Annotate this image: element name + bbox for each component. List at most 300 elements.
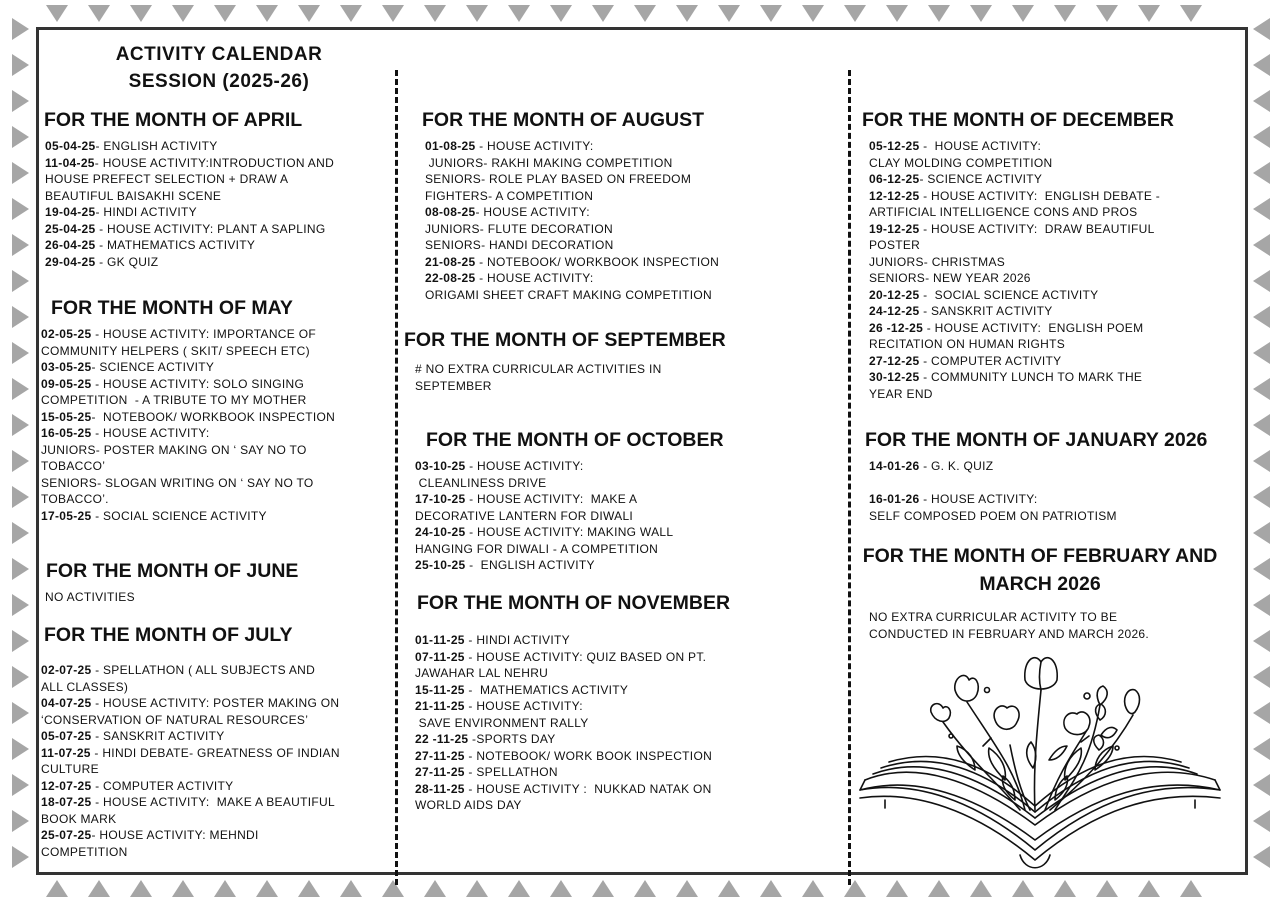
activity-line bbox=[869, 171, 1160, 188]
heading-february-march bbox=[859, 544, 1221, 596]
activity-text: BOOK MARK bbox=[41, 811, 117, 826]
activity-text: TOBACCO’. bbox=[41, 492, 109, 506]
activity-text: - SPELLATHON ( ALL SUBJECTS AND bbox=[91, 663, 316, 677]
list-april bbox=[45, 138, 334, 270]
border-triangle bbox=[88, 5, 110, 22]
heading-febmarch-line-2: MARCH 2026 bbox=[979, 573, 1101, 595]
activity-line bbox=[41, 695, 340, 712]
activity-line bbox=[425, 254, 719, 271]
activity-line bbox=[415, 715, 712, 732]
border-triangle bbox=[12, 18, 29, 40]
activity-line bbox=[869, 626, 1149, 643]
activity-date: 03-05-25 bbox=[41, 360, 92, 374]
border-triangle bbox=[1253, 234, 1270, 256]
border-triangle bbox=[1253, 54, 1270, 76]
border-triangle bbox=[46, 880, 68, 897]
activity-text: SENIORS- HANDI DECORATION bbox=[425, 238, 614, 252]
activity-date: 25-10-25 bbox=[415, 558, 466, 572]
activity-text: DECORATIVE LANTERN FOR DIWALI bbox=[415, 508, 634, 523]
activity-date: 01-11-25 bbox=[415, 633, 465, 647]
activity-line bbox=[41, 442, 335, 459]
heading-august: FOR THE MONTH OF AUGUST bbox=[422, 109, 705, 131]
column-divider-1 bbox=[395, 70, 398, 885]
activity-text: - HOUSE ACTIVITY: ENGLISH POEM bbox=[923, 320, 1144, 335]
border-triangle bbox=[12, 90, 29, 112]
activity-line bbox=[41, 794, 340, 811]
activity-line bbox=[415, 748, 712, 765]
border-triangle bbox=[886, 5, 908, 22]
activity-line bbox=[415, 508, 673, 525]
activity-line bbox=[415, 698, 712, 715]
activity-text: - HOUSE ACTIVITY: bbox=[475, 271, 594, 285]
border-triangle bbox=[1253, 666, 1270, 688]
activity-line bbox=[869, 188, 1160, 205]
border-triangle bbox=[1253, 486, 1270, 508]
activity-line bbox=[425, 237, 719, 254]
heading-july: FOR THE MONTH OF JULY bbox=[44, 624, 293, 646]
activity-line bbox=[41, 475, 335, 492]
activity-text: SELF COMPOSED POEM ON PATRIOTISM bbox=[869, 508, 1117, 523]
activity-line bbox=[41, 376, 335, 393]
activity-text: ALL CLASSES) bbox=[41, 679, 129, 694]
activity-text: SAVE ENVIRONMENT RALLY bbox=[415, 715, 589, 730]
activity-date: 03-10-25 bbox=[415, 459, 466, 473]
activity-text: CULTURE bbox=[41, 762, 99, 776]
activity-date: 26-04-25 bbox=[45, 238, 96, 252]
activity-line bbox=[869, 475, 1117, 492]
activity-date: 01-08-25 bbox=[425, 139, 476, 153]
activity-line bbox=[41, 679, 340, 696]
border-triangle bbox=[1253, 198, 1270, 220]
list-february-march bbox=[869, 609, 1149, 642]
activity-date: 05-12-25 bbox=[869, 139, 920, 153]
border-triangle bbox=[298, 5, 320, 22]
activity-line bbox=[415, 682, 712, 699]
border-triangle bbox=[1253, 774, 1270, 796]
activity-text: - HOUSE ACTIVITY: PLANT A SAPLING bbox=[95, 221, 326, 236]
activity-text: - HINDI ACTIVITY bbox=[464, 633, 570, 647]
list-december bbox=[869, 138, 1160, 402]
activity-line bbox=[45, 171, 334, 188]
border-triangle bbox=[1138, 5, 1160, 22]
activity-line bbox=[415, 491, 673, 508]
activity-date: 21-11-25 bbox=[415, 699, 465, 713]
border-triangle bbox=[1253, 378, 1270, 400]
border-triangle bbox=[214, 880, 236, 897]
activity-text: SENIORS- SLOGAN WRITING ON ‘ SAY NO TO bbox=[41, 475, 314, 490]
activity-line bbox=[41, 811, 340, 828]
activity-line bbox=[41, 745, 340, 762]
activity-text: - NOTEBOOK/ WORK BOOK INSPECTION bbox=[464, 748, 713, 763]
list-september bbox=[415, 361, 662, 394]
activity-date: 18-07-25 bbox=[41, 795, 92, 809]
activity-text: ‘CONSERVATION OF NATURAL RESOURCES’ bbox=[41, 712, 309, 727]
activity-line bbox=[869, 320, 1160, 337]
activity-line bbox=[45, 138, 334, 155]
border-triangle bbox=[12, 594, 29, 616]
activity-line bbox=[415, 649, 712, 666]
activity-line bbox=[869, 353, 1160, 370]
border-triangle bbox=[592, 5, 614, 22]
activity-line bbox=[41, 359, 335, 376]
list-january bbox=[869, 458, 1117, 524]
list-november bbox=[415, 632, 712, 814]
border-triangle bbox=[1253, 306, 1270, 328]
border-triangle bbox=[172, 880, 194, 897]
border-triangle bbox=[1253, 90, 1270, 112]
activity-date: 16-05-25 bbox=[41, 426, 92, 440]
border-triangle bbox=[1138, 880, 1160, 897]
activity-date: 30-12-25 bbox=[869, 370, 920, 384]
activity-date: 05-07-25 bbox=[41, 729, 92, 743]
border-triangle bbox=[12, 234, 29, 256]
activity-text: JUNIORS- FLUTE DECORATION bbox=[425, 221, 613, 236]
activity-text: - HOUSE ACTIVITY: SOLO SINGING bbox=[91, 376, 305, 391]
activity-text: COMPETITION bbox=[41, 844, 128, 859]
activity-date: 24-10-25 bbox=[415, 525, 466, 539]
activity-line bbox=[869, 336, 1160, 353]
activity-text: TOBACCO’ bbox=[41, 459, 106, 473]
border-triangle bbox=[12, 522, 29, 544]
activity-text: - G. K. QUIZ bbox=[919, 459, 994, 473]
border-triangle bbox=[12, 342, 29, 364]
border-triangle bbox=[12, 54, 29, 76]
activity-line bbox=[415, 378, 662, 395]
activity-line bbox=[41, 844, 340, 861]
activity-text: CLAY MOLDING COMPETITION bbox=[869, 155, 1053, 170]
activity-text: HOUSE PREFECT SELECTION + DRAW A bbox=[45, 172, 289, 186]
activity-line bbox=[45, 188, 334, 205]
activity-date: 02-05-25 bbox=[41, 327, 92, 341]
activity-line bbox=[869, 254, 1160, 271]
activity-text: - ENGLISH ACTIVITY bbox=[465, 558, 595, 572]
activity-text: NO EXTRA CURRICULAR ACTIVITY TO BE bbox=[869, 610, 1118, 624]
border-triangle bbox=[550, 5, 572, 22]
border-triangle bbox=[12, 414, 29, 436]
activity-line bbox=[45, 221, 334, 238]
activity-text: HANGING FOR DIWALI - A COMPETITION bbox=[415, 541, 659, 556]
activity-text: ARTIFICIAL INTELLIGENCE CONS AND PROS bbox=[869, 205, 1138, 219]
activity-line bbox=[425, 188, 719, 205]
border-triangle bbox=[1253, 810, 1270, 832]
activity-text: - HOUSE ACTIVITY: ENGLISH DEBATE - bbox=[919, 188, 1161, 203]
activity-line bbox=[45, 589, 135, 606]
activity-text: - HOUSE ACTIVITY: bbox=[465, 459, 584, 473]
activity-line bbox=[41, 712, 340, 729]
activity-text: - HOUSE ACTIVITY: IMPORTANCE OF bbox=[91, 327, 316, 341]
activity-line bbox=[869, 287, 1160, 304]
border-triangle bbox=[12, 450, 29, 472]
open-book-with-flowers-icon bbox=[855, 650, 1225, 875]
activity-text: - MATHEMATICS ACTIVITY bbox=[95, 238, 256, 252]
activity-date: 28-11-25 bbox=[415, 781, 465, 796]
activity-text: - COMMUNITY LUNCH TO MARK THE bbox=[919, 370, 1143, 384]
activity-text: JUNIORS- POSTER MAKING ON ‘ SAY NO TO bbox=[41, 442, 307, 457]
activity-date: 16-01-26 bbox=[869, 492, 920, 506]
activity-text: - COMPUTER ACTIVITY bbox=[91, 778, 234, 793]
activity-text: COMMUNITY HELPERS ( SKIT/ SPEECH ETC) bbox=[41, 343, 310, 358]
border-triangle bbox=[1253, 846, 1270, 868]
activity-text: - HOUSE ACTIVITY: bbox=[91, 426, 210, 440]
activity-date: 05-04-25 bbox=[45, 139, 96, 153]
activity-date: 27-11-25 bbox=[415, 765, 465, 779]
activity-date: 15-05-25 bbox=[41, 409, 92, 424]
activity-text: # NO EXTRA CURRICULAR ACTIVITIES IN bbox=[415, 362, 662, 376]
activity-line bbox=[41, 508, 335, 525]
activity-date: 19-04-25 bbox=[45, 205, 96, 219]
border-triangle bbox=[12, 270, 29, 292]
activity-text: POSTER bbox=[869, 238, 921, 252]
activity-line bbox=[869, 221, 1160, 238]
activity-line bbox=[41, 409, 335, 426]
heading-january: FOR THE MONTH OF JANUARY 2026 bbox=[865, 429, 1208, 451]
border-triangle bbox=[382, 5, 404, 22]
activity-text: -SPORTS DAY bbox=[468, 732, 556, 746]
border-triangle bbox=[424, 880, 446, 897]
border-triangle bbox=[46, 5, 68, 22]
activity-line bbox=[425, 204, 719, 221]
activity-text: - SCIENCE ACTIVITY bbox=[91, 360, 215, 374]
list-august bbox=[425, 138, 719, 303]
activity-text: - HOUSE ACTIVITY: bbox=[475, 205, 590, 219]
activity-line bbox=[45, 155, 334, 172]
activity-line bbox=[41, 392, 335, 409]
activity-date: 07-11-25 bbox=[415, 649, 465, 664]
activity-text: - SOCIAL SCIENCE ACTIVITY bbox=[91, 508, 267, 523]
border-triangle bbox=[1054, 5, 1076, 22]
border-triangle bbox=[12, 774, 29, 796]
column-divider-2 bbox=[848, 70, 851, 885]
activity-date: 22-08-25 bbox=[425, 271, 476, 285]
border-triangle bbox=[12, 630, 29, 652]
border-triangle bbox=[844, 5, 866, 22]
activity-line bbox=[415, 557, 673, 574]
activity-line bbox=[869, 204, 1160, 221]
list-october bbox=[415, 458, 673, 574]
activity-line bbox=[869, 237, 1160, 254]
activity-text: SEPTEMBER bbox=[415, 378, 492, 393]
list-june bbox=[45, 589, 135, 606]
border-triangle bbox=[12, 846, 29, 868]
border-triangle bbox=[1253, 126, 1270, 148]
activity-line bbox=[41, 491, 335, 508]
activity-text: - MATHEMATICS ACTIVITY bbox=[464, 682, 629, 697]
activity-text: CLEANLINESS DRIVE bbox=[415, 475, 547, 490]
border-triangle bbox=[256, 5, 278, 22]
activity-line bbox=[869, 491, 1117, 508]
list-may bbox=[41, 326, 335, 524]
activity-line bbox=[425, 155, 719, 172]
border-triangle bbox=[760, 5, 782, 22]
border-triangle bbox=[130, 880, 152, 897]
activity-line bbox=[41, 425, 335, 442]
title-line-1: ACTIVITY CALENDAR bbox=[115, 44, 323, 65]
activity-line bbox=[425, 270, 719, 287]
border-triangle bbox=[1012, 880, 1034, 897]
border-triangle bbox=[508, 5, 530, 22]
activity-line bbox=[45, 237, 334, 254]
activity-line bbox=[425, 221, 719, 238]
activity-text: - HOUSE ACTIVITY: MAKE A bbox=[465, 492, 638, 506]
activity-date: 17-10-25 bbox=[415, 492, 466, 506]
activity-text: - HOUSE ACTIVITY: bbox=[919, 492, 1038, 506]
activity-date: 06-12-25 bbox=[869, 172, 920, 186]
border-triangle bbox=[466, 880, 488, 897]
activity-text: - HOUSE ACTIVITY: bbox=[919, 139, 1042, 153]
activity-date: 22 -11-25 bbox=[415, 732, 469, 746]
activity-date: 15-11-25 bbox=[415, 682, 465, 697]
activity-line bbox=[415, 458, 673, 475]
activity-text: BEAUTIFUL BAISAKHI SCENE bbox=[45, 188, 222, 203]
activity-date: 11-04-25 bbox=[45, 155, 95, 170]
border-triangle bbox=[1253, 18, 1270, 40]
border-triangle bbox=[1253, 630, 1270, 652]
border-triangle bbox=[382, 880, 404, 897]
activity-line bbox=[415, 665, 712, 682]
activity-text: - HOUSE ACTIVITY: QUIZ BASED ON PT. bbox=[464, 649, 707, 664]
activity-date: 11-07-25 bbox=[41, 745, 91, 760]
border-triangle bbox=[340, 880, 362, 897]
activity-line bbox=[415, 524, 673, 541]
activity-date: 25-07-25 bbox=[41, 828, 92, 842]
border-triangle bbox=[1180, 880, 1202, 897]
activity-line bbox=[415, 541, 673, 558]
activity-line bbox=[41, 343, 335, 360]
activity-line bbox=[869, 155, 1160, 172]
border-triangle bbox=[760, 880, 782, 897]
activity-line bbox=[45, 204, 334, 221]
activity-date: 02-07-25 bbox=[41, 663, 92, 677]
border-triangle bbox=[12, 306, 29, 328]
border-triangle bbox=[12, 162, 29, 184]
border-triangle bbox=[12, 738, 29, 760]
heading-september: FOR THE MONTH OF SEPTEMBER bbox=[404, 329, 726, 351]
activity-text: - HOUSE ACTIVITY: MEHNDI bbox=[91, 828, 259, 842]
activity-line bbox=[869, 369, 1160, 386]
border-triangle bbox=[1180, 5, 1202, 22]
border-triangle bbox=[676, 880, 698, 897]
activity-date: 21-08-25 bbox=[425, 254, 476, 269]
activity-text bbox=[869, 476, 873, 490]
activity-text: CONDUCTED IN FEBRUARY AND MARCH 2026. bbox=[869, 626, 1150, 641]
border-triangle bbox=[1054, 880, 1076, 897]
activity-line bbox=[869, 303, 1160, 320]
activity-line bbox=[869, 609, 1149, 626]
border-triangle bbox=[1012, 5, 1034, 22]
activity-text: - HOUSE ACTIVITY: DRAW BEAUTIFUL bbox=[919, 221, 1155, 236]
activity-text: - ENGLISH ACTIVITY bbox=[95, 139, 218, 153]
heading-december: FOR THE MONTH OF DECEMBER bbox=[862, 109, 1174, 131]
calendar-title bbox=[69, 41, 369, 95]
border-triangle bbox=[592, 880, 614, 897]
list-july bbox=[41, 662, 340, 860]
border-triangle bbox=[886, 880, 908, 897]
activity-text: - SPELLATHON bbox=[464, 765, 558, 779]
activity-text: - SOCIAL SCIENCE ACTIVITY bbox=[919, 287, 1099, 302]
border-triangle bbox=[1253, 270, 1270, 292]
border-triangle bbox=[12, 126, 29, 148]
activity-line bbox=[415, 764, 712, 781]
border-triangle bbox=[1253, 414, 1270, 436]
activity-line bbox=[41, 458, 335, 475]
activity-text: - HOUSE ACTIVITY : NUKKAD NATAK ON bbox=[464, 781, 712, 796]
activity-text: COMPETITION - A TRIBUTE TO MY MOTHER bbox=[41, 393, 307, 407]
activity-text: - GK QUIZ bbox=[95, 254, 159, 269]
activity-text: WORLD AIDS DAY bbox=[415, 798, 522, 812]
activity-text: - HOUSE ACTIVITY: MAKE A BEAUTIFUL bbox=[91, 795, 335, 809]
activity-line bbox=[425, 171, 719, 188]
border-triangle bbox=[12, 378, 29, 400]
activity-line bbox=[41, 728, 340, 745]
border-triangle bbox=[634, 880, 656, 897]
activity-date: 26 -12-25 bbox=[869, 320, 924, 335]
activity-date: 04-07-25 bbox=[41, 696, 92, 710]
border-triangle bbox=[466, 5, 488, 22]
activity-date: 29-04-25 bbox=[45, 254, 96, 269]
activity-line bbox=[41, 778, 340, 795]
activity-line bbox=[869, 386, 1160, 403]
border-triangle bbox=[1253, 342, 1270, 364]
activity-line bbox=[415, 361, 662, 378]
border-triangle bbox=[130, 5, 152, 22]
activity-text: - NOTEBOOK/ WORKBOOK INSPECTION bbox=[475, 254, 720, 269]
border-triangle bbox=[970, 880, 992, 897]
border-triangle bbox=[340, 5, 362, 22]
activity-date: 27-11-25 bbox=[415, 748, 465, 763]
border-triangle bbox=[1096, 880, 1118, 897]
activity-date: 14-01-26 bbox=[869, 459, 920, 473]
border-triangle bbox=[298, 880, 320, 897]
activity-line bbox=[415, 632, 712, 649]
activity-line bbox=[41, 761, 340, 778]
border-triangle bbox=[12, 486, 29, 508]
border-triangle bbox=[12, 558, 29, 580]
activity-text: - SCIENCE ACTIVITY bbox=[919, 172, 1043, 186]
activity-date: 17-05-25 bbox=[41, 508, 92, 523]
activity-text: JUNIORS- CHRISTMAS bbox=[869, 254, 1006, 269]
activity-date: 08-08-25 bbox=[425, 205, 476, 219]
activity-text: RECITATION ON HUMAN RIGHTS bbox=[869, 337, 1066, 351]
activity-line bbox=[415, 731, 712, 748]
border-triangle bbox=[12, 702, 29, 724]
border-triangle bbox=[1253, 162, 1270, 184]
activity-date: 12-07-25 bbox=[41, 778, 92, 793]
activity-text: - SANSKRIT ACTIVITY bbox=[919, 304, 1053, 318]
activity-line bbox=[415, 475, 673, 492]
activity-date: 12-12-25 bbox=[869, 188, 920, 203]
activity-text: - NOTEBOOK/ WORKBOOK INSPECTION bbox=[91, 409, 336, 424]
activity-line bbox=[869, 458, 1117, 475]
border-triangle bbox=[1253, 522, 1270, 544]
activity-date: 24-12-25 bbox=[869, 304, 920, 318]
activity-text: - HOUSE ACTIVITY: MAKING WALL bbox=[465, 525, 674, 539]
activity-line bbox=[425, 138, 719, 155]
activity-text: - HOUSE ACTIVITY:INTRODUCTION AND bbox=[94, 155, 335, 170]
heading-april: FOR THE MONTH OF APRIL bbox=[44, 109, 303, 131]
border-triangle bbox=[424, 5, 446, 22]
border-triangle bbox=[802, 5, 824, 22]
border-triangle bbox=[12, 198, 29, 220]
heading-june: FOR THE MONTH OF JUNE bbox=[46, 560, 299, 582]
border-triangle bbox=[676, 5, 698, 22]
activity-line bbox=[415, 781, 712, 798]
activity-line bbox=[415, 797, 712, 814]
border-triangle bbox=[172, 5, 194, 22]
activity-text: SENIORS- ROLE PLAY BASED ON FREEDOM bbox=[425, 172, 692, 186]
border-triangle bbox=[508, 880, 530, 897]
border-triangle bbox=[928, 880, 950, 897]
activity-line bbox=[425, 287, 719, 304]
